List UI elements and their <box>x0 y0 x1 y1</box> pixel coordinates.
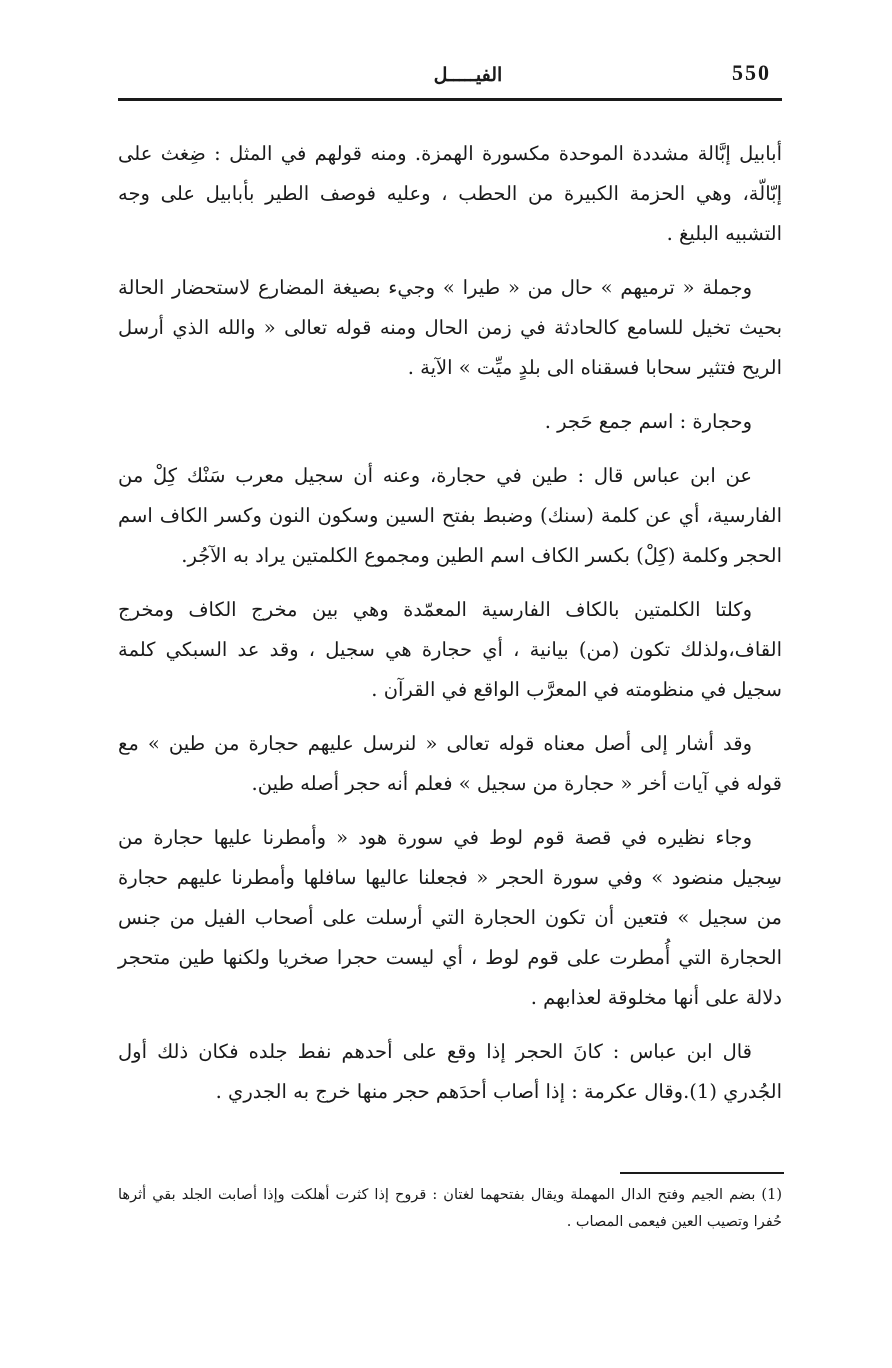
paragraph: عن ابن عباس قال : طين في حجارة، وعنه أن سجيل معرب سَنْك كِلْ من الفارسية، أي عن كلمة (سنك) وضبط بفتح السين وسكون النون وكسر الكاف اسم الحجر وكلمة (كِلْ) بكسر الكاف اسم الطين ومجموع الكلمتين يراد به الآجُر. <box>118 464 782 567</box>
footnotes <box>118 1182 782 1236</box>
paragraph: وجملة « ترميهم » حال من « طيرا » وجيء بصيغة المضارع لاستحضار الحالة بحيث تخيل للسامع كالحادثة في زمن الحال ومنه قوله تعالى « والله الذي أرسل الريح فتثير سحابا فسقناه الى بلدٍ ميِّت » الآية . <box>118 276 782 379</box>
header-rule <box>118 98 782 101</box>
paragraph: أبابيل إبَّالة مشددة الموحدة مكسورة الهمزة. ومنه قولهم في المثل : ضِغث على إبّالّة، وهي الحزمة الكبيرة من الحطب ، وعليه فوصف الطير بأبابيل على وجه التشبيه البليغ . <box>118 142 782 245</box>
paragraph: قال ابن عباس : كانَ الحجر إذا وقع على أحدهم نفط جلده فكان ذلك أول الجُدري (1).وقال عكرمة : إذا أصاب أحدَهم حجر منها خرج به الجدري . <box>118 1040 782 1103</box>
page-number: 550 <box>732 60 771 85</box>
paragraph: وقد أشار إلى أصل معناه قوله تعالى « لنرسل عليهم حجارة من طين » مع قوله في آيات أخر « حجارة من سجيل » فعلم أنه حجر أصله طين. <box>118 732 782 795</box>
chapter-title: الفيـــــل <box>433 64 503 86</box>
running-head <box>118 58 782 98</box>
paragraph: وجاء نظيره في قصة قوم لوط في سورة هود « وأمطرنا عليها حجارة من سِجيل منضود » وفي سورة الحجر « فجعلنا عاليها سافلها وأمطرنا عليهم حجارة من سجيل » فتعين أن تكون الحجارة التي أرسلت على أصحاب الفيل من جنس الحجارة التي أُمطرت على قوم لوط ، أي ليست حجرا صخريا ولكنها طين متحجر دلالة على أنها مخلوقة لعذابهم . <box>118 826 782 1009</box>
main-text <box>118 134 782 1126</box>
footnote-rule <box>620 1172 784 1174</box>
paragraph: وكلتا الكلمتين بالكاف الفارسية المعمّدة وهي بين مخرج الكاف ومخرج القاف،ولذلك تكون (من) بيانية ، أي حجارة هي سجيل ، وقد عد السبكي كلمة سجيل في منظومته في المعرَّب الواقع في القرآن . <box>118 598 782 701</box>
footnote: (1) بضم الجيم وفتح الدال المهملة ويقال بفتحهما لغتان : قروح إذا كثرت أهلكت وإذا أصابت الجلد بقي أثرها حُفرا وتصيب العين فيعمى المصاب . <box>118 1187 782 1230</box>
paragraph: وحجارة : اسم جمع حَجر . <box>544 410 752 433</box>
